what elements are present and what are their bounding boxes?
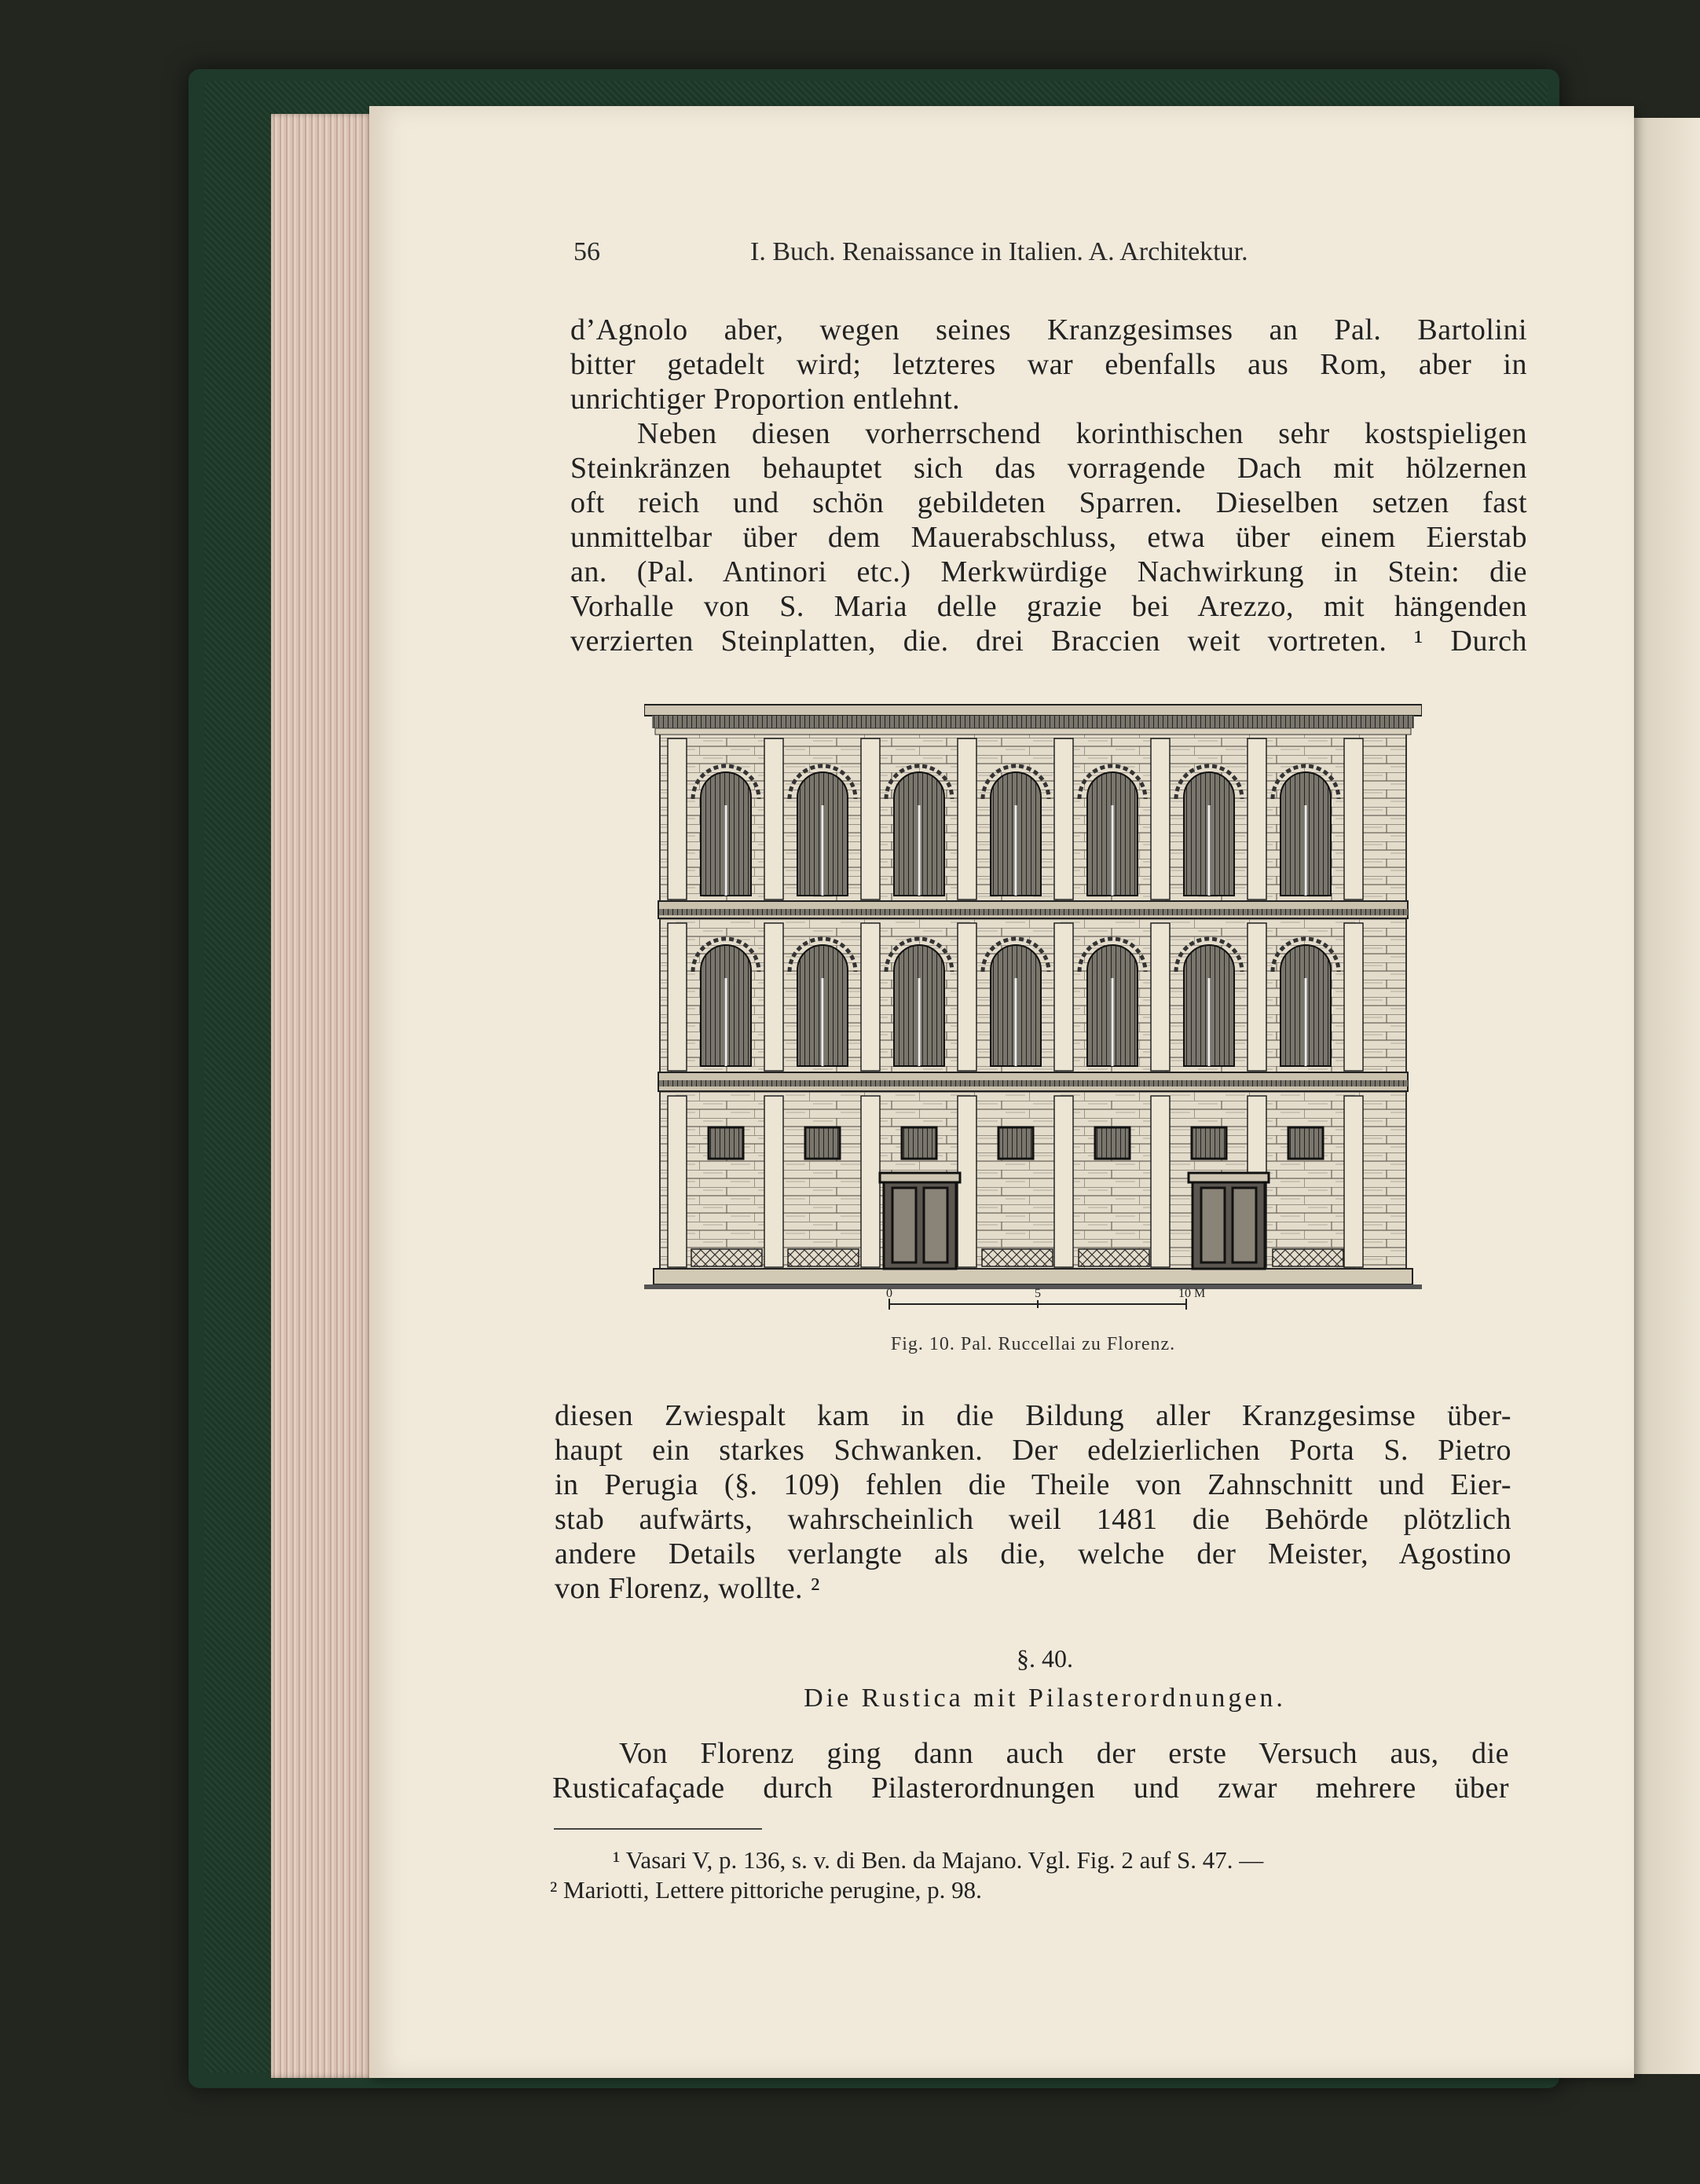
text-line: unmittelbar über dem Mauerabschluss, etwa über einem Eierstab — [570, 521, 1527, 554]
paragraph-2 — [570, 416, 1527, 658]
section-title: Die Rustica mit Pilasterordnungen. — [804, 1684, 1286, 1713]
page-number: 56 — [573, 237, 600, 266]
footnote-1: ¹ Vasari V, p. 136, s. v. di Ben. da Majano. Vgl. Fig. 2 auf S. 47. — — [613, 1846, 1264, 1874]
text-line: d’Agnolo aber, wegen seines Kranzgesimses an Pal. Bartolini — [570, 313, 1527, 346]
paragraph-3 — [555, 1398, 1511, 1606]
text-line: von Florenz, wollte. ² — [555, 1572, 820, 1605]
text-line: diesen Zwiespalt kam in die Bildung aller Kranzgesimse über- — [555, 1399, 1511, 1432]
paragraph-4 — [552, 1736, 1509, 1805]
facing-page-edge — [1634, 118, 1700, 2074]
text-line: Vorhalle von S. Maria delle grazie bei Arezzo, mit hängenden — [570, 590, 1527, 623]
section-number: §. 40. — [1017, 1644, 1073, 1673]
text-line: haupt ein starkes Schwanken. Der edelzierlichen Porta S. Pietro — [555, 1434, 1511, 1467]
text-line: Neben diesen vorherrschend korinthischen sehr kostspieligen — [637, 417, 1527, 450]
paragraph-1 — [570, 313, 1527, 416]
running-title: I. Buch. Renaissance in Italien. A. Architektur. — [750, 237, 1248, 266]
text-line: oft reich und schön gebildeten Sparren. Dieselben setzen fast — [570, 486, 1527, 519]
text-line: Rusticafaçade durch Pilasterordnungen und zwar mehrere über — [552, 1772, 1509, 1805]
page-edges — [271, 114, 381, 2078]
figure-caption: Fig. 10. Pal. Ruccellai zu Florenz. — [890, 1334, 1176, 1354]
text-line: stab aufwärts, wahrscheinlich weil 1481 die Behörde plötzlich — [555, 1503, 1511, 1536]
scale-label-0: 0 — [886, 1287, 892, 1300]
text-line: an. (Pal. Antinori etc.) Merkwürdige Nachwirkung in Stein: die — [570, 555, 1527, 588]
scale-label-5: 5 — [1035, 1287, 1041, 1300]
text-line: bitter getadelt wird; letzteres war ebenfalls aus Rom, aber in — [570, 348, 1527, 381]
text-line: Von Florenz ging dann auch der erste Versuch aus, die — [619, 1737, 1509, 1770]
text-line: unrichtiger Proportion entlehnt. — [570, 383, 961, 416]
footnote-2: ² Mariotti, Lettere pittoriche perugine, p. 98. — [550, 1876, 982, 1904]
text-line: andere Details verlangte als die, welche der Meister, Agostino — [555, 1537, 1511, 1570]
text-line: Steinkränzen behauptet sich das vorragende Dach mit hölzernen — [570, 452, 1527, 485]
text-line: verzierten Steinplatten, die. drei Braccien weit vortreten. ¹ Durch — [570, 625, 1527, 658]
text-line: in Perugia (§. 109) fehlen die Theile von Zahnschnitt und Eier- — [555, 1468, 1511, 1501]
scale-label-10: 10 M — [1178, 1287, 1206, 1300]
facade-illustration — [644, 703, 1422, 1316]
footnote-rule — [554, 1828, 762, 1830]
